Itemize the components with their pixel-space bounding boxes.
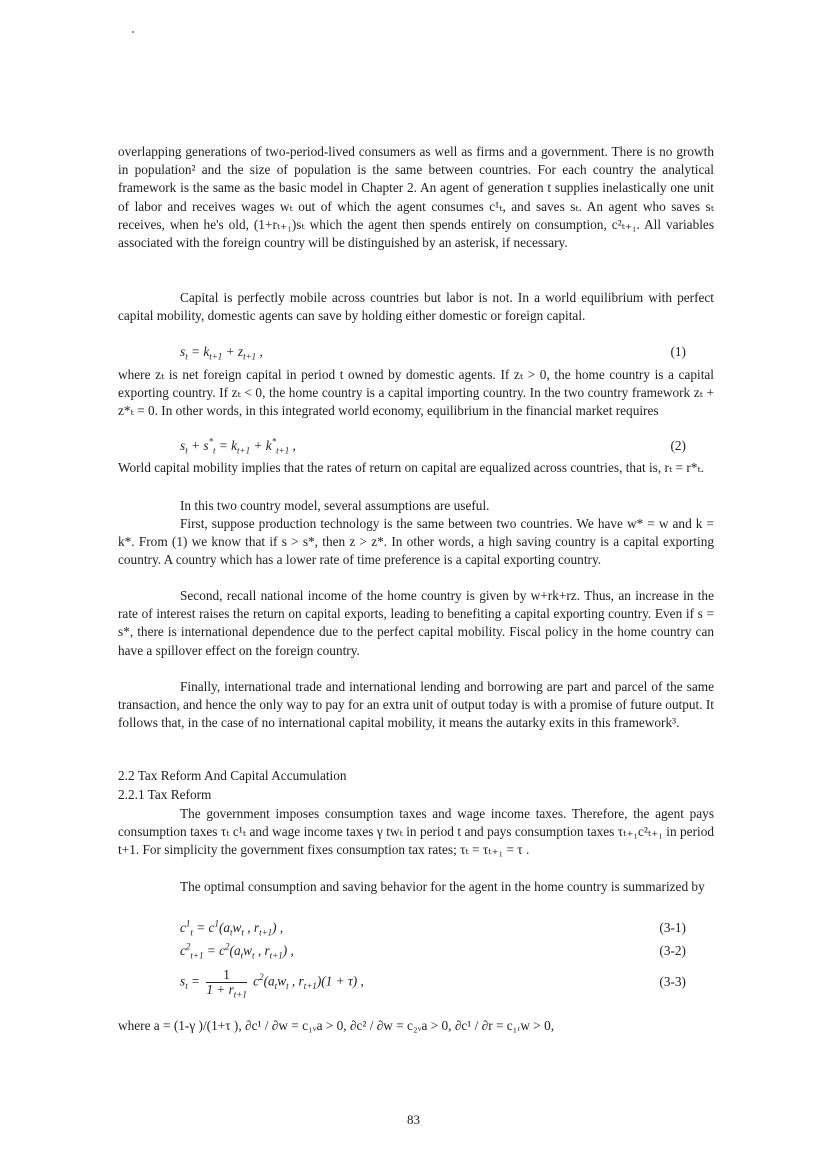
subsection-heading: 2.2.1 Tax Reform: [118, 787, 212, 802]
scan-speck: [132, 31, 134, 33]
equation-3-2: [118, 943, 714, 963]
equation-3-2-formula: $c^2_{t+1} = c^2(a_tw_t$ , $r_{t+1}$) ,: [180, 941, 294, 961]
paragraph-government-taxes: The government imposes consumption taxes and wage income taxes. Therefore, the agent pays consumption taxes τₜ c¹ₜ and wage income taxes γ twₜ in period t and pays consumption taxes τₜ₊₁c²ₜ₊₁ in period t+1. For simplicity the government fixes consumption tax rates; τₜ = τₜ₊₁ = τ .: [118, 806, 714, 858]
equation-3-1: [118, 920, 714, 940]
equation-1-label: (1): [670, 344, 686, 359]
equation-3-1-formula: $c^1_t = c^1(a_tw_t$ , $r_{t+1}$) ,: [180, 918, 284, 938]
paragraph-assumptions: In this two country model, several assumptions are useful.: [180, 498, 490, 513]
paragraph-optimal-behavior: The optimal consumption and saving behavior for the agent in the home country is summarized by: [180, 879, 705, 894]
equation-3-1-label: (3-1): [659, 920, 686, 935]
equation-1-formula: $s_t = k_{t+1} + z_{t+1}$ ,: [180, 344, 263, 362]
paragraph-first: First, suppose production technology is the same between two countries. We have w* = w and k = k*. From (1) we know that if s > s*, then z > z*. In other words, a high saving country is a capital exporting country. A country which has a lower rate of time preference is a capital exporting country.: [118, 516, 714, 568]
equation-3-3: [118, 967, 714, 1010]
equation-3-2-label: (3-2): [659, 943, 686, 958]
paragraph-intro: overlapping generations of two-period-lived consumers as well as firms and a government. There is no growth in population² and the size of population is the same between countries. For each country the analytical framework is the same as the basic model in Chapter 2. An agent of generation t supplies inelastically one unit of labor and receives wages wₜ out of which the agent consumes c¹ₜ, and saves sₜ. An agent who saves sₜ receives, when he's old, (1+rₜ₊₁)sₜ which the agent then spends entirely on consumption, c²ₜ₊₁. All variables associated with the foreign country will be distinguished by an asterisk, if necessary.: [118, 144, 714, 251]
paragraph-where-derivatives: where a = (1-γ )/(1+τ ), ∂c¹ / ∂w = c₁ᵥa > 0, ∂c² / ∂w = c₂ᵥa > 0, ∂c¹ / ∂r = c₁ᵣw > 0,: [118, 1018, 555, 1033]
page-number: 83: [407, 1112, 420, 1127]
equation-2-label: (2): [670, 438, 686, 453]
paragraph-finally: Finally, international trade and international lending and borrowing are part and parcel of the same transaction, and hence the only way to pay for an extra unit of output today is with a promise of future output. It follows that, in the case of no international capital mobility, it means the autarky exits in this framework³.: [118, 679, 714, 731]
paragraph-world-capital: World capital mobility implies that the rates of return on capital are equalized across countries, that is, rₜ = r*ₜ.: [118, 460, 705, 475]
paragraph-second: Second, recall national income of the home country is given by w+rk+rz. Thus, an increase in the rate of interest raises the return on capital exports, leading to benefiting a capital exporting country. Even if s = s*, there is international dependence due to the perfect capital mobility. Fiscal policy in the home country can have a spillover effect on the foreign country.: [118, 588, 714, 658]
section-heading: 2.2 Tax Reform And Capital Accumulation: [118, 768, 347, 783]
equation-1: [118, 344, 714, 364]
equation-3-3-label: (3-3): [659, 974, 686, 989]
equation-2-formula: $s_t + s^*_t = k_{t+1} + k^*_{t+1}$ ,: [180, 436, 296, 456]
paragraph-capital-mobility: Capital is perfectly mobile across countries but labor is not. In a world equilibrium with perfect capital mobility, domestic agents can save by holding either domestic or foreign capital.: [118, 290, 714, 324]
equation-3-3-formula: $s_t$ = $\frac{1}{1 + r_{t+1}}$ $c^2(a_tw_t$ , $r_{t+1})(1 + \tau)$ ,: [180, 967, 364, 1000]
paragraph-net-foreign-capital: where zₜ is net foreign capital in period t owned by domestic agents. If zₜ > 0, the home country is a capital exporting country. If zₜ < 0, the home country is a capital importing country. In the two country framework zₜ + z*ₜ = 0. In other words, in this integrated world economy, equilibrium in the financial market requires: [118, 367, 714, 419]
equation-2: [118, 438, 714, 458]
